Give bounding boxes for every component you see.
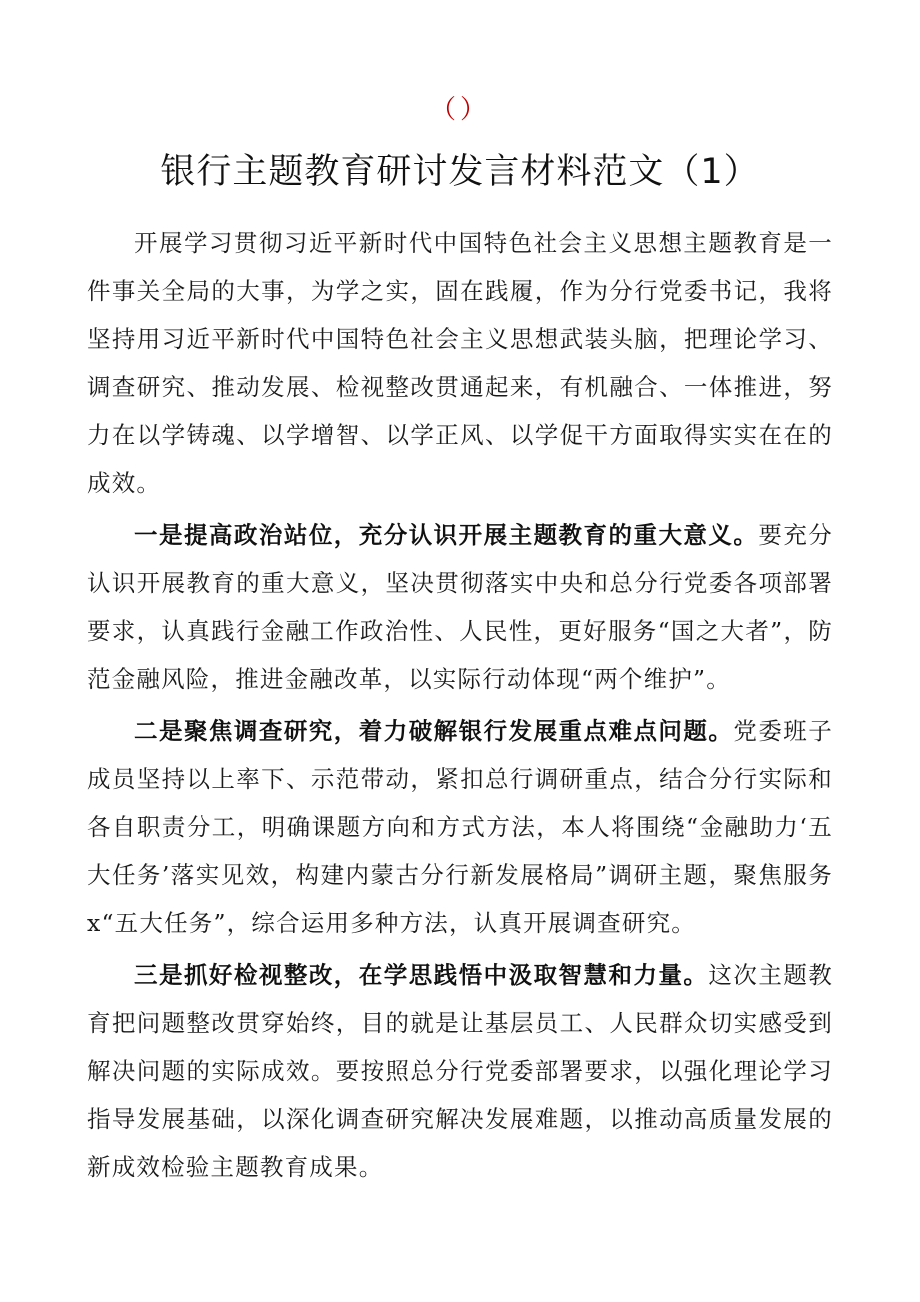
paragraph-lead: 二是聚焦调查研究，着力破解银行发展重点难点问题。 bbox=[134, 717, 734, 745]
paragraph-lead: 一是提高政治站位，充分认识开展主题教育的重大意义。 bbox=[134, 521, 759, 549]
paragraph-text: 党委班子成员坚持以上率下、示范带动，紧扣总行调研重点，结合分行实际和各自职责分工，明确课题方向和方式方法，本人将围绕“金融助力‘五大任务’落实见效，构建内蒙古分行新发展格局”调研主题，聚焦服务x“五大任务”，综合运用多种方法，认真开展调查研究。 bbox=[87, 717, 833, 937]
paragraph-point-3 bbox=[87, 951, 833, 1191]
paragraph-text: 开展学习贯彻习近平新时代中国特色社会主义思想主题教育是一件事关全局的大事，为学之实，固在践履，作为分行党委书记，我将坚持用习近平新时代中国特色社会主义思想武装头脑，把理论学习、调查研究、推动发展、检视整改贯通起来，有机融合、一体推进，努力在以学铸魂、以学增智、以学正风、以学促干方面取得实实在在的成效。 bbox=[87, 229, 833, 497]
document-body bbox=[87, 219, 833, 1195]
paragraph-text: 这次主题教育把问题整改贯穿始终，目的就是让基层员工、人民群众切实感受到解决问题的实际成效。要按照总分行党委部署要求，以强化理论学习指导发展基础，以深化调查研究解决发展难题，以推动高质量发展的新成效检验主题教育成果。 bbox=[87, 961, 834, 1181]
paragraph-text: 要充分认识开展教育的重大意义，坚决贯彻落实中央和总分行党委各项部署要求，认真践行金融工作政治性、人民性，更好服务“国之大者”，防范金融风险，推进金融改革，以实际行动体现“两个维护”。 bbox=[87, 521, 833, 693]
paragraph-lead: 三是抓好检视整改，在学思践悟中汲取智慧和力量。 bbox=[134, 961, 709, 989]
paragraph-point-2 bbox=[87, 707, 833, 947]
paragraph-intro bbox=[87, 219, 833, 507]
header-mark: （） bbox=[429, 95, 490, 125]
document-title: 银行主题教育研讨发言材料范文（1） bbox=[160, 152, 760, 192]
paragraph-point-1 bbox=[87, 511, 833, 703]
